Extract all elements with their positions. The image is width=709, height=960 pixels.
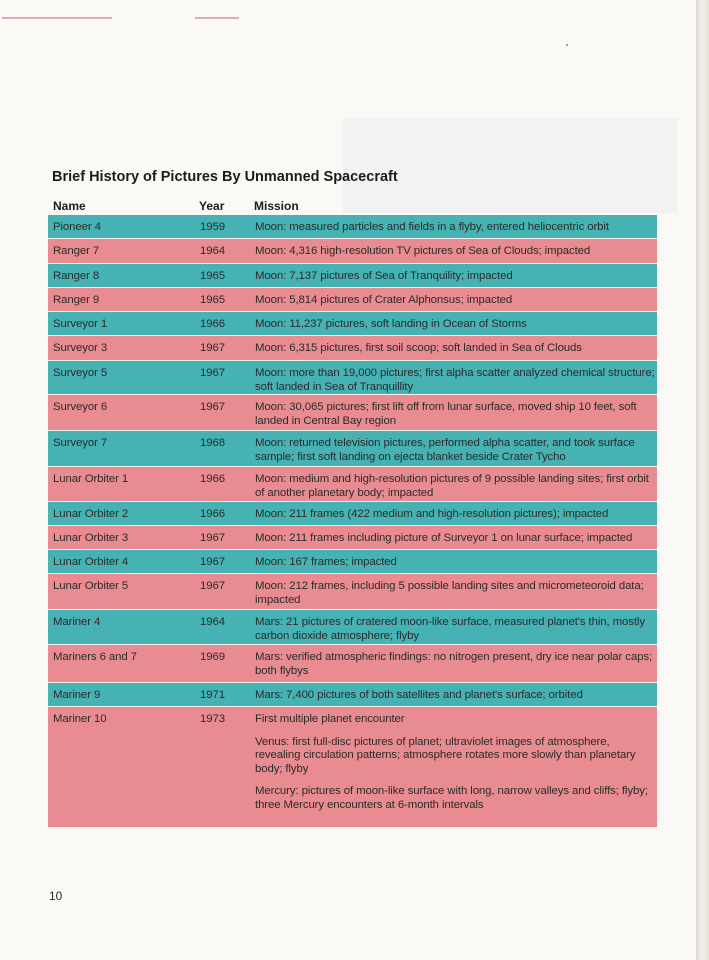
page-edge [696, 0, 709, 960]
table-row [48, 645, 657, 683]
mission-text: Moon: 30,065 pictures; first lift off from lunar surface, moved ship 10 feet, soft landed in Central Bay region [255, 401, 637, 427]
page-number: 10 [49, 889, 63, 903]
mission-text: Moon: measured particles and fields in a flyby, entered heliocentric orbit [255, 221, 609, 233]
column-header-year: Year [199, 199, 225, 213]
mission-text: Mars: 7,400 pictures of both satellites and planet's surface; orbited [255, 689, 583, 701]
cell-year: 1964 [200, 245, 225, 257]
mission-text: Moon: 212 frames, including 5 possible landing sites and micrometeoroid data; impacted [255, 580, 644, 606]
table-row [48, 336, 657, 361]
cell-year: 1966 [200, 318, 225, 330]
top-color-mark [2, 17, 112, 19]
show-through-shadow [343, 118, 678, 213]
cell-name: Mariner 4 [53, 616, 101, 628]
mission-text: Mars: verified atmospheric findings: no nitrogen present, dry ice near polar caps; both flybys [255, 651, 653, 677]
table-row [48, 395, 657, 431]
cell-name: Surveyor 6 [53, 401, 108, 413]
mission-text: Venus: first full-disc pictures of planet; ultraviolet images of atmosphere, revealing circulation patterns; atmosphere rotates more slowly than planetary body; flyby [255, 735, 636, 775]
table-title: Brief History of Pictures By Unmanned Spacecraft [52, 169, 398, 185]
cell-year: 1969 [200, 651, 225, 663]
cell-year: 1965 [200, 270, 225, 282]
cell-name: Lunar Orbiter 3 [53, 532, 129, 544]
mission-text: Mars: 21 pictures of cratered moon-like surface, measured planet's thin, mostly carbon dioxide atmosphere; flyby [255, 616, 645, 642]
cell-name: Lunar Orbiter 5 [53, 580, 129, 592]
mission-text: Moon: 7,137 pictures of Sea of Tranquility; impacted [255, 270, 513, 282]
cell-name: Mariners 6 and 7 [53, 651, 137, 663]
table-row [48, 288, 657, 312]
table-row [48, 550, 657, 574]
cell-year: 1964 [200, 616, 225, 628]
mission-text: Moon: more than 19,000 pictures; first alpha scatter analyzed chemical structure; soft landed in Sea of Tranquillity [255, 367, 655, 393]
table-row [48, 574, 657, 610]
mission-text: Mercury: pictures of moon-like surface with long, narrow valleys and cliffs; flyby; three Mercury encounters at 6-month intervals [255, 785, 648, 811]
cell-name: Lunar Orbiter 2 [53, 508, 129, 520]
cell-name: Surveyor 3 [53, 342, 108, 354]
cell-year: 1967 [200, 342, 225, 354]
cell-name: Lunar Orbiter 1 [53, 473, 129, 485]
table-row [48, 361, 657, 395]
table-row [48, 431, 657, 467]
column-header-mission: Mission [254, 199, 299, 213]
mission-text: Moon: 167 frames; impacted [255, 556, 397, 568]
mission-text: Moon: medium and high-resolution pictures of 9 possible landing sites; first orbit of another planetary body; impacted [255, 473, 649, 499]
table-row [48, 215, 657, 239]
mission-text: Moon: 211 frames (422 medium and high-resolution pictures); impacted [255, 508, 609, 520]
mission-text: Moon: 211 frames including picture of Surveyor 1 on lunar surface; impacted [255, 532, 633, 544]
mission-text: Moon: returned television pictures, performed alpha scatter, and took surface sample; first soft landing on ejecta blanket beside Crater Tycho [255, 437, 635, 463]
mission-text: First multiple planet encounter [255, 713, 405, 725]
column-header-name: Name [53, 199, 86, 213]
cell-year: 1967 [200, 367, 225, 379]
cell-name: Ranger 7 [53, 245, 100, 257]
cell-mission [255, 713, 655, 821]
cell-year: 1967 [200, 556, 225, 568]
mission-text: Moon: 4,316 high-resolution TV pictures of Sea of Clouds; impacted [255, 245, 591, 257]
cell-name: Ranger 9 [53, 294, 100, 306]
cell-name: Surveyor 1 [53, 318, 108, 330]
cell-year: 1967 [200, 401, 225, 413]
cell-year: 1973 [200, 713, 225, 725]
cell-year: 1971 [200, 689, 225, 701]
cell-name: Ranger 8 [53, 270, 100, 282]
cell-name: Surveyor 5 [53, 367, 108, 379]
cell-mission [255, 651, 655, 687]
speck [566, 44, 568, 46]
cell-name: Pioneer 4 [53, 221, 101, 233]
cell-year: 1959 [200, 221, 225, 233]
top-color-mark [195, 17, 239, 19]
table-row [48, 610, 657, 645]
cell-year: 1965 [200, 294, 225, 306]
cell-year: 1966 [200, 508, 225, 520]
cell-year: 1967 [200, 532, 225, 544]
cell-name: Mariner 10 [53, 713, 107, 725]
cell-year: 1966 [200, 473, 225, 485]
mission-text: Moon: 11,237 pictures, soft landing in Ocean of Storms [255, 318, 527, 330]
mission-table [48, 215, 657, 828]
table-row [48, 239, 657, 264]
cell-name: Mariner 9 [53, 689, 101, 701]
cell-name: Surveyor 7 [53, 437, 108, 449]
table-row [48, 502, 657, 526]
mission-text: Moon: 5,814 pictures of Crater Alphonsus; impacted [255, 294, 513, 306]
table-row [48, 312, 657, 336]
table-row [48, 467, 657, 502]
table-row [48, 683, 657, 707]
mission-text: Moon: 6,315 pictures, first soil scoop; soft landed in Sea of Clouds [255, 342, 582, 354]
table-row [48, 264, 657, 288]
cell-year: 1968 [200, 437, 225, 449]
cell-name: Lunar Orbiter 4 [53, 556, 129, 568]
table-row [48, 707, 657, 828]
cell-year: 1967 [200, 580, 225, 592]
table-row [48, 526, 657, 550]
